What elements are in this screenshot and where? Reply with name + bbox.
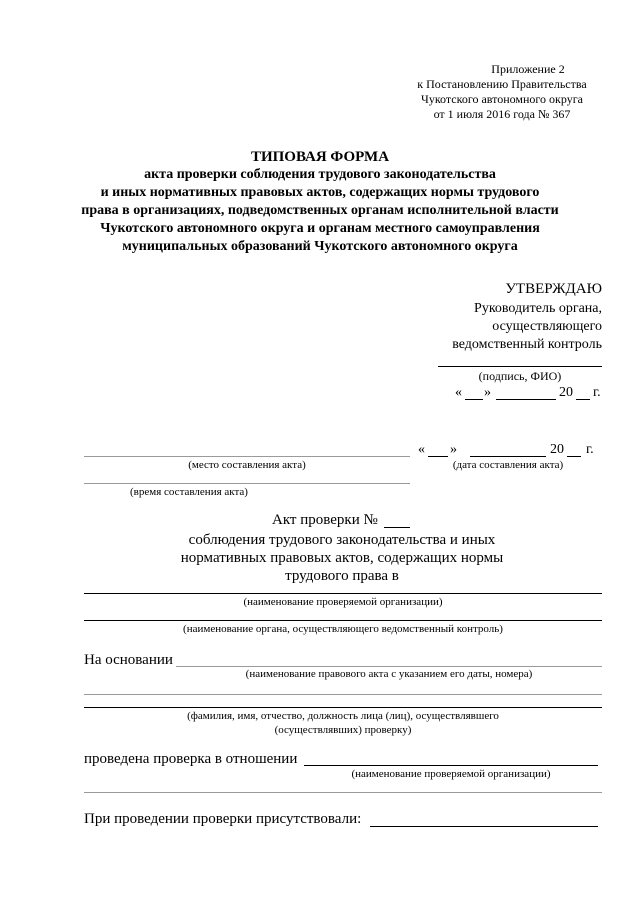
place-field[interactable] xyxy=(84,456,410,457)
basis-label: На основании xyxy=(84,652,173,668)
act-date-caption: (дата составления акта) xyxy=(452,459,564,471)
present-label: При проведении проверки присутствовали: xyxy=(84,811,362,827)
approval-month-field[interactable] xyxy=(496,399,556,400)
approve-label: УТВЕРЖДАЮ xyxy=(505,281,602,297)
check-label: проведена проверка в отношении xyxy=(84,751,298,767)
basis-caption: (наименование правового акта с указанием его даты, номера) xyxy=(245,668,533,680)
form-title-line-2: и иных нормативных правовых актов, содержащих нормы трудового xyxy=(100,185,540,200)
act-date-close-quote: » xyxy=(450,442,457,457)
check-org-field-continued[interactable] xyxy=(84,792,602,793)
check-org-caption: (наименование проверяемой организации) xyxy=(351,768,551,780)
inspector-field[interactable] xyxy=(84,707,602,708)
act-number-label: Акт проверки № xyxy=(272,512,378,528)
approval-day-field[interactable] xyxy=(465,399,483,400)
approval-date-close-quote: » xyxy=(484,385,491,400)
body-name-caption: (наименование органа, осуществляющего ведомственный контроль) xyxy=(183,623,503,635)
form-heading: ТИПОВАЯ ФОРМА xyxy=(250,149,390,165)
inspector-caption-line-1: (фамилия, имя, отчество, должность лица (лиц), осуществлявшего xyxy=(187,710,499,722)
form-title-line-5: муниципальных образований Чукотского автономного округа xyxy=(122,239,518,254)
approval-date-year: 20 xyxy=(559,385,573,400)
approval-line-3: ведомственный контроль xyxy=(452,337,602,352)
signature-line[interactable] xyxy=(438,366,602,367)
act-date-suffix: г. xyxy=(586,442,594,457)
inspector-caption-line-2: (осуществлявших) проверку) xyxy=(274,724,412,736)
appendix-line-3: Чукотского автономного округа xyxy=(421,92,583,106)
body-name-field[interactable] xyxy=(84,620,602,621)
basis-field-continued[interactable] xyxy=(84,694,602,695)
form-title-line-3: права в организациях, подведомственных органам исполнительной власти xyxy=(81,203,559,218)
form-title-line-1: акта проверки соблюдения трудового законодательства xyxy=(144,167,496,182)
act-date-year: 20 xyxy=(550,442,564,457)
org-name-field[interactable] xyxy=(84,593,602,594)
approval-date-suffix: г. xyxy=(593,385,601,400)
form-title-line-4: Чукотского автономного округа и органам местного самоуправления xyxy=(100,221,540,236)
appendix-line-1: Приложение 2 xyxy=(491,62,565,76)
act-day-field[interactable] xyxy=(428,456,448,457)
act-number-field[interactable] xyxy=(384,527,410,528)
basis-field[interactable] xyxy=(176,666,602,667)
appendix-line-2: к Постановлению Правительства xyxy=(417,77,587,91)
place-caption: (место составления акта) xyxy=(188,459,306,471)
present-field[interactable] xyxy=(370,826,598,827)
appendix-line-4: от 1 июля 2016 года № 367 xyxy=(433,107,571,121)
check-org-field[interactable] xyxy=(304,765,598,766)
signature-caption: (подпись, ФИО) xyxy=(478,369,562,383)
act-heading-line-1: соблюдения трудового законодательства и иных xyxy=(188,532,496,548)
act-year-field[interactable] xyxy=(567,456,581,457)
approval-line-1: Руководитель органа, xyxy=(474,301,602,316)
act-heading-line-3: трудового права в xyxy=(285,568,399,584)
time-caption: (время составления акта) xyxy=(130,486,248,498)
act-date-open-quote: « xyxy=(418,442,425,457)
approval-year-field[interactable] xyxy=(576,399,590,400)
approval-date-open-quote: « xyxy=(455,385,462,400)
org-name-caption: (наименование проверяемой организации) xyxy=(243,596,443,608)
approval-line-2: осуществляющего xyxy=(492,319,602,334)
act-month-field[interactable] xyxy=(470,456,546,457)
time-field[interactable] xyxy=(84,483,410,484)
act-heading-line-2: нормативных правовых актов, содержащих нормы xyxy=(180,550,504,566)
